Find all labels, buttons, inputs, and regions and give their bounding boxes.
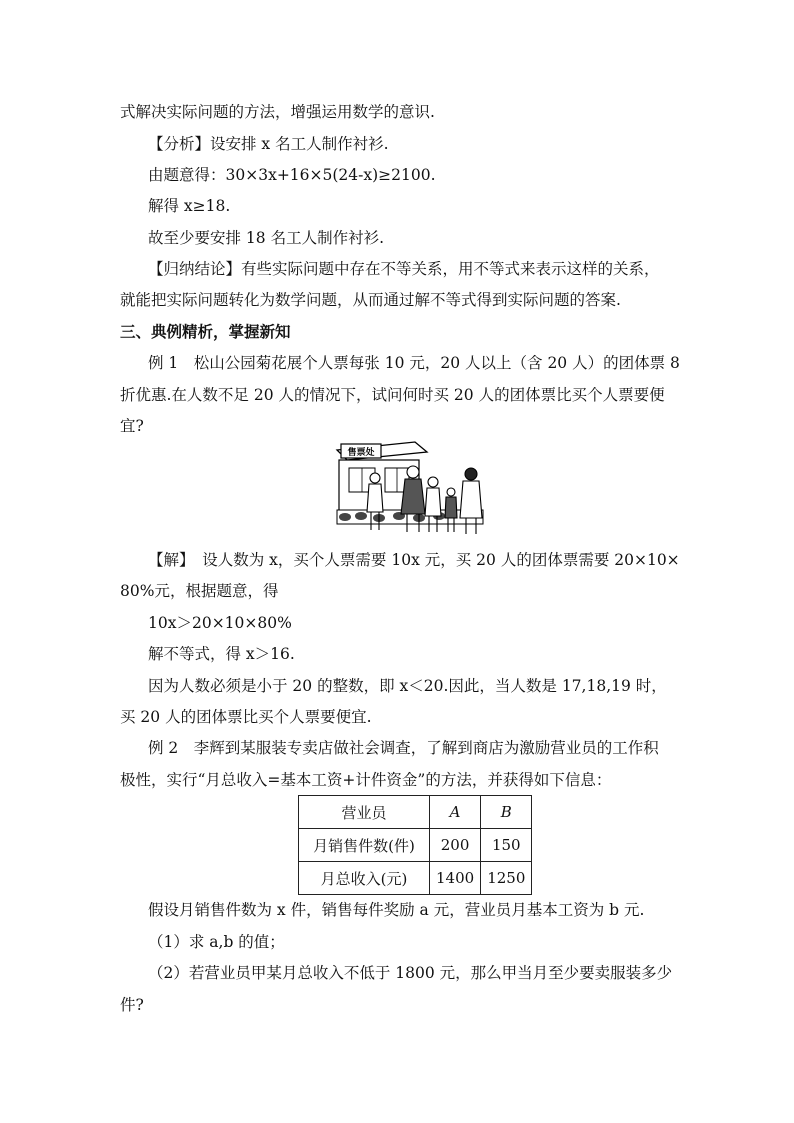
table-row [299,829,532,862]
question2-line-cont: 件? [120,996,144,1014]
summary-line-cont: 就能把实际问题转化为数学问题，从而通过解不等式得到实际问题的答案. [120,291,621,309]
question2-line: （2）若营业员甲某月总收入不低于 1800 元，那么甲当月至少要卖服装多少 [148,964,673,982]
example2-line-cont: 极性，实行“月总收入=基本工资+计件资金”的方法，并获得如下信息： [120,771,612,789]
table-header-row [299,796,532,829]
section-heading: 三、典例精析，掌握新知 [120,322,291,341]
reason-line-cont: 买 20 人的团体票比买个人票要便宜. [120,708,372,726]
ticket-office-illustration [335,438,485,538]
assumption-line: 假设月销售件数为 x 件，销售每件奖励 a 元，营业员月基本工资为 b 元. [148,901,645,919]
example1-line-end: 宜? [120,417,144,435]
summary-line: 【归纳结论】有些实际问题中存在不等关系，用不等式来表示这样的关系， [148,260,660,278]
example1-line: 例 1 松山公园菊花展个人票每张 10 元，20 人以上（含 20 人）的团体票 8 [148,354,680,372]
example2-line: 例 2 李辉到某服装专卖店做社会调查，了解到商店为激励营业员的工作积 [148,739,659,757]
ticket-office-sign: 售票处 [347,448,375,458]
table-cell: 1400 [430,862,481,895]
table-cell: 1250 [481,862,532,895]
table-cell: 月总收入(元) [299,862,430,895]
inequality-line: 10x＞20×10×80% [148,614,292,632]
answer-line-cont: 80%元，根据题意，得 [120,582,279,600]
solve-line: 解不等式，得 x＞16. [148,645,295,663]
example1-line-cont: 折优惠.在人数不足 20 人的情况下，试问何时买 20 人的团体票比买个人票要便 [120,386,665,404]
text-line: 式解决实际问题的方法，增强运用数学的意识. [120,103,435,121]
table-header-cell: A [430,796,481,829]
table-cell: 200 [430,829,481,862]
analysis-line: 【分析】设安排 x 名工人制作衬衫. [148,135,389,153]
answer-line: 【解】 设人数为 x，买个人票需要 10x 元，买 20 人的团体票需要 20×10× [148,551,680,569]
table-cell: 月销售件数(件) [299,829,430,862]
table-header-cell: 营业员 [299,796,430,829]
conclusion-line: 故至少要安排 18 名工人制作衬衫. [148,229,385,247]
table-row [299,862,532,895]
equation-line: 由题意得：30×3x+16×5(24-x)≥2100. [148,166,436,184]
table-cell: 150 [481,829,532,862]
question1-line: （1）求 a,b 的值； [148,933,285,951]
reason-line: 因为人数必须是小于 20 的整数，即 x＜20.因此，当人数是 17,18,19 时， [148,677,667,695]
solution-line: 解得 x≥18. [148,197,231,215]
sales-info-table [298,795,532,895]
table-header-cell: B [481,796,532,829]
